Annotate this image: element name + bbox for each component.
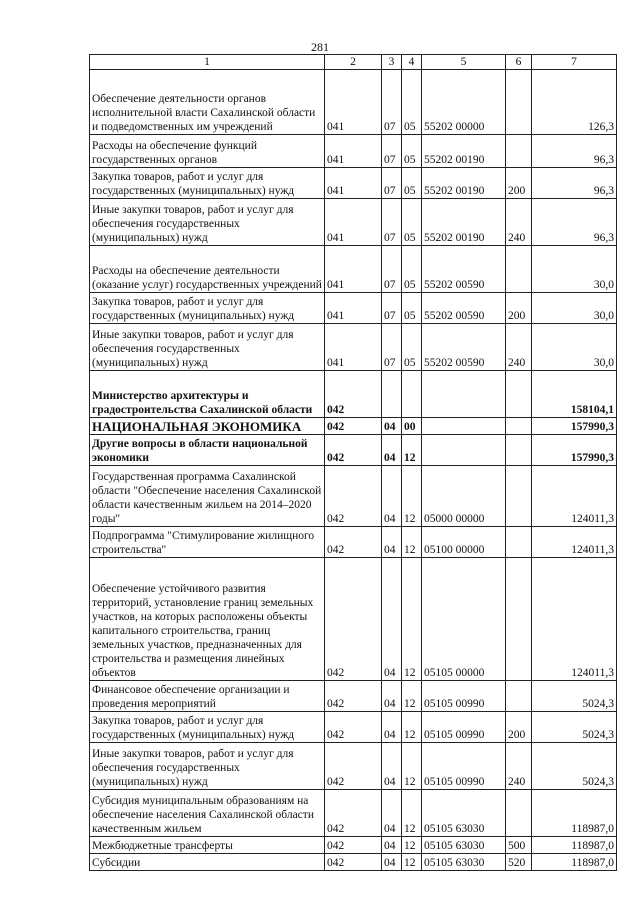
header-col-6: 6 [506,55,532,70]
table-row [90,466,617,527]
row-amount: 5024,3 [532,712,617,743]
row-amount: 5024,3 [532,743,617,790]
row-subsection-code: 12 [402,743,422,790]
row-ministry-code: 041 [325,168,382,199]
row-expense-type-code: 240 [506,199,532,246]
table-row [90,681,617,712]
row-section-code: 04 [382,854,402,871]
row-ministry-code: 042 [325,418,382,435]
row-name: Закупка товаров, работ и услуг для государственных (муниципальных) нужд [90,168,325,199]
row-ministry-code: 042 [325,837,382,854]
table-row [90,371,617,418]
row-ministry-code: 041 [325,70,382,135]
row-amount: 30,0 [532,246,617,293]
row-subsection-code: 12 [402,790,422,837]
row-amount: 118987,0 [532,790,617,837]
row-subsection-code: 05 [402,70,422,135]
row-ministry-code: 042 [325,527,382,558]
page-number: 281 [311,40,329,54]
row-amount: 5024,3 [532,681,617,712]
row-section-code: 04 [382,743,402,790]
row-target-code: 05105 00000 [422,558,506,681]
table-row [90,70,617,135]
table-row [90,527,617,558]
table-row [90,246,617,293]
table-row [90,790,617,837]
row-section-code: 07 [382,168,402,199]
row-subsection-code: 12 [402,527,422,558]
row-target-code: 55202 00590 [422,246,506,293]
row-ministry-code: 041 [325,246,382,293]
row-subsection-code: 12 [402,837,422,854]
row-subsection-code: 00 [402,418,422,435]
row-target-code: 05100 00000 [422,527,506,558]
row-target-code: 05105 63030 [422,790,506,837]
row-section-code: 04 [382,527,402,558]
row-subsection-code: 05 [402,135,422,168]
row-section-code: 07 [382,324,402,371]
row-subsection-code: 05 [402,324,422,371]
table-row [90,199,617,246]
row-section-code: 04 [382,790,402,837]
row-amount: 96,3 [532,168,617,199]
row-target-code: 05105 00990 [422,712,506,743]
row-section-code: 07 [382,135,402,168]
table-row [90,135,617,168]
row-section-code: 04 [382,558,402,681]
header-col-5: 5 [422,55,506,70]
header-col-3: 3 [382,55,402,70]
row-section-code: 04 [382,435,402,466]
table-row [90,324,617,371]
row-ministry-code: 042 [325,371,382,418]
row-amount: 124011,3 [532,466,617,527]
row-amount: 124011,3 [532,527,617,558]
row-name: Министерство архитектуры и градостроительства Сахалинской области [90,371,325,418]
row-amount: 118987,0 [532,854,617,871]
row-subsection-code: 05 [402,168,422,199]
row-subsection-code [402,371,422,418]
row-section-code: 07 [382,246,402,293]
row-target-code: 55202 00190 [422,199,506,246]
header-col-2: 2 [325,55,382,70]
row-amount: 96,3 [532,199,617,246]
row-target-code: 55202 00590 [422,293,506,324]
row-ministry-code: 041 [325,293,382,324]
row-ministry-code: 041 [325,199,382,246]
table-row [90,837,617,854]
row-name: Финансовое обеспечение организации и проведения мероприятий [90,681,325,712]
row-amount: 157990,3 [532,418,617,435]
row-name: Закупка товаров, работ и услуг для государственных (муниципальных) нужд [90,712,325,743]
row-expense-type-code [506,466,532,527]
row-section-code: 04 [382,466,402,527]
row-name: Расходы на обеспечение функций государственных органов [90,135,325,168]
row-ministry-code: 041 [325,135,382,168]
row-name: Расходы на обеспечение деятельности (оказание услуг) государственных учреждений [90,246,325,293]
row-expense-type-code: 240 [506,743,532,790]
row-subsection-code: 05 [402,246,422,293]
row-target-code: 55202 00590 [422,324,506,371]
header-col-1: 1 [90,55,325,70]
row-expense-type-code [506,790,532,837]
table-body [90,70,617,871]
row-ministry-code: 041 [325,324,382,371]
header-col-7: 7 [532,55,617,70]
row-target-code: 05105 00990 [422,681,506,712]
row-amount: 157990,3 [532,435,617,466]
row-expense-type-code [506,681,532,712]
row-name: Подпрограмма "Стимулирование жилищного строительства" [90,527,325,558]
row-target-code: 05000 00000 [422,466,506,527]
row-ministry-code: 042 [325,854,382,871]
table-row [90,854,617,871]
row-ministry-code: 042 [325,743,382,790]
row-expense-type-code [506,135,532,168]
row-section-code: 07 [382,70,402,135]
row-ministry-code: 042 [325,790,382,837]
row-name: Обеспечение устойчивого развития территорий, установление границ земельных участков, на которых расположены объекты капитального строительства, границ земельных участков, предназначенных для строительства и размещения линейных объектов [90,558,325,681]
row-expense-type-code: 200 [506,712,532,743]
header-row [90,55,617,70]
row-expense-type-code [506,418,532,435]
row-amount: 126,3 [532,70,617,135]
row-target-code: 05105 63030 [422,854,506,871]
row-ministry-code: 042 [325,558,382,681]
row-section-code: 04 [382,418,402,435]
row-subsection-code: 12 [402,712,422,743]
row-ministry-code: 042 [325,435,382,466]
row-expense-type-code [506,435,532,466]
row-section-code: 07 [382,293,402,324]
row-name: Субсидия муниципальным образованиям на обеспечение населения Сахалинской области качественным жильем [90,790,325,837]
row-section-code: 04 [382,712,402,743]
row-ministry-code: 042 [325,681,382,712]
row-amount: 118987,0 [532,837,617,854]
row-expense-type-code [506,246,532,293]
row-target-code [422,418,506,435]
row-subsection-code: 12 [402,681,422,712]
row-name: Иные закупки товаров, работ и услуг для обеспечения государственных (муниципальных) нужд [90,743,325,790]
table-row [90,168,617,199]
row-expense-type-code [506,527,532,558]
row-expense-type-code [506,558,532,681]
row-amount: 124011,3 [532,558,617,681]
row-name: Иные закупки товаров, работ и услуг для обеспечения государственных (муниципальных) нужд [90,324,325,371]
table-row [90,558,617,681]
row-subsection-code: 05 [402,293,422,324]
row-subsection-code: 12 [402,558,422,681]
row-name: Субсидии [90,854,325,871]
row-target-code: 05105 00990 [422,743,506,790]
row-expense-type-code: 200 [506,168,532,199]
row-section-code: 04 [382,681,402,712]
row-expense-type-code [506,371,532,418]
row-amount: 96,3 [532,135,617,168]
row-name: Иные закупки товаров, работ и услуг для обеспечения государственных (муниципальных) нужд [90,199,325,246]
table-row [90,418,617,435]
row-section-code: 07 [382,199,402,246]
row-name: Обеспечение деятельности органов исполнительной власти Сахалинской области и подведомственных им учреждений [90,70,325,135]
row-name: НАЦИОНАЛЬНАЯ ЭКОНОМИКА [90,418,325,435]
row-target-code [422,371,506,418]
row-name: Другие вопросы в области национальной экономики [90,435,325,466]
row-subsection-code: 12 [402,435,422,466]
row-subsection-code: 12 [402,854,422,871]
budget-table [89,54,617,871]
table-row [90,743,617,790]
table-row [90,712,617,743]
table-row [90,293,617,324]
row-expense-type-code: 200 [506,293,532,324]
row-target-code: 55202 00190 [422,168,506,199]
row-target-code: 55202 00000 [422,70,506,135]
row-ministry-code: 042 [325,712,382,743]
header-col-4: 4 [402,55,422,70]
row-amount: 30,0 [532,324,617,371]
row-name: Межбюджетные трансферты [90,837,325,854]
row-subsection-code: 12 [402,466,422,527]
row-amount: 30,0 [532,293,617,324]
row-name: Государственная программа Сахалинской области "Обеспечение населения Сахалинской области качественным жильем на 2014–2020 годы" [90,466,325,527]
row-section-code: 04 [382,837,402,854]
row-target-code [422,435,506,466]
row-target-code: 05105 63030 [422,837,506,854]
row-target-code: 55202 00190 [422,135,506,168]
row-amount: 158104,1 [532,371,617,418]
row-name: Закупка товаров, работ и услуг для государственных (муниципальных) нужд [90,293,325,324]
row-expense-type-code: 240 [506,324,532,371]
row-expense-type-code: 520 [506,854,532,871]
row-section-code [382,371,402,418]
row-subsection-code: 05 [402,199,422,246]
row-expense-type-code: 500 [506,837,532,854]
row-expense-type-code [506,70,532,135]
table-row [90,435,617,466]
row-ministry-code: 042 [325,466,382,527]
